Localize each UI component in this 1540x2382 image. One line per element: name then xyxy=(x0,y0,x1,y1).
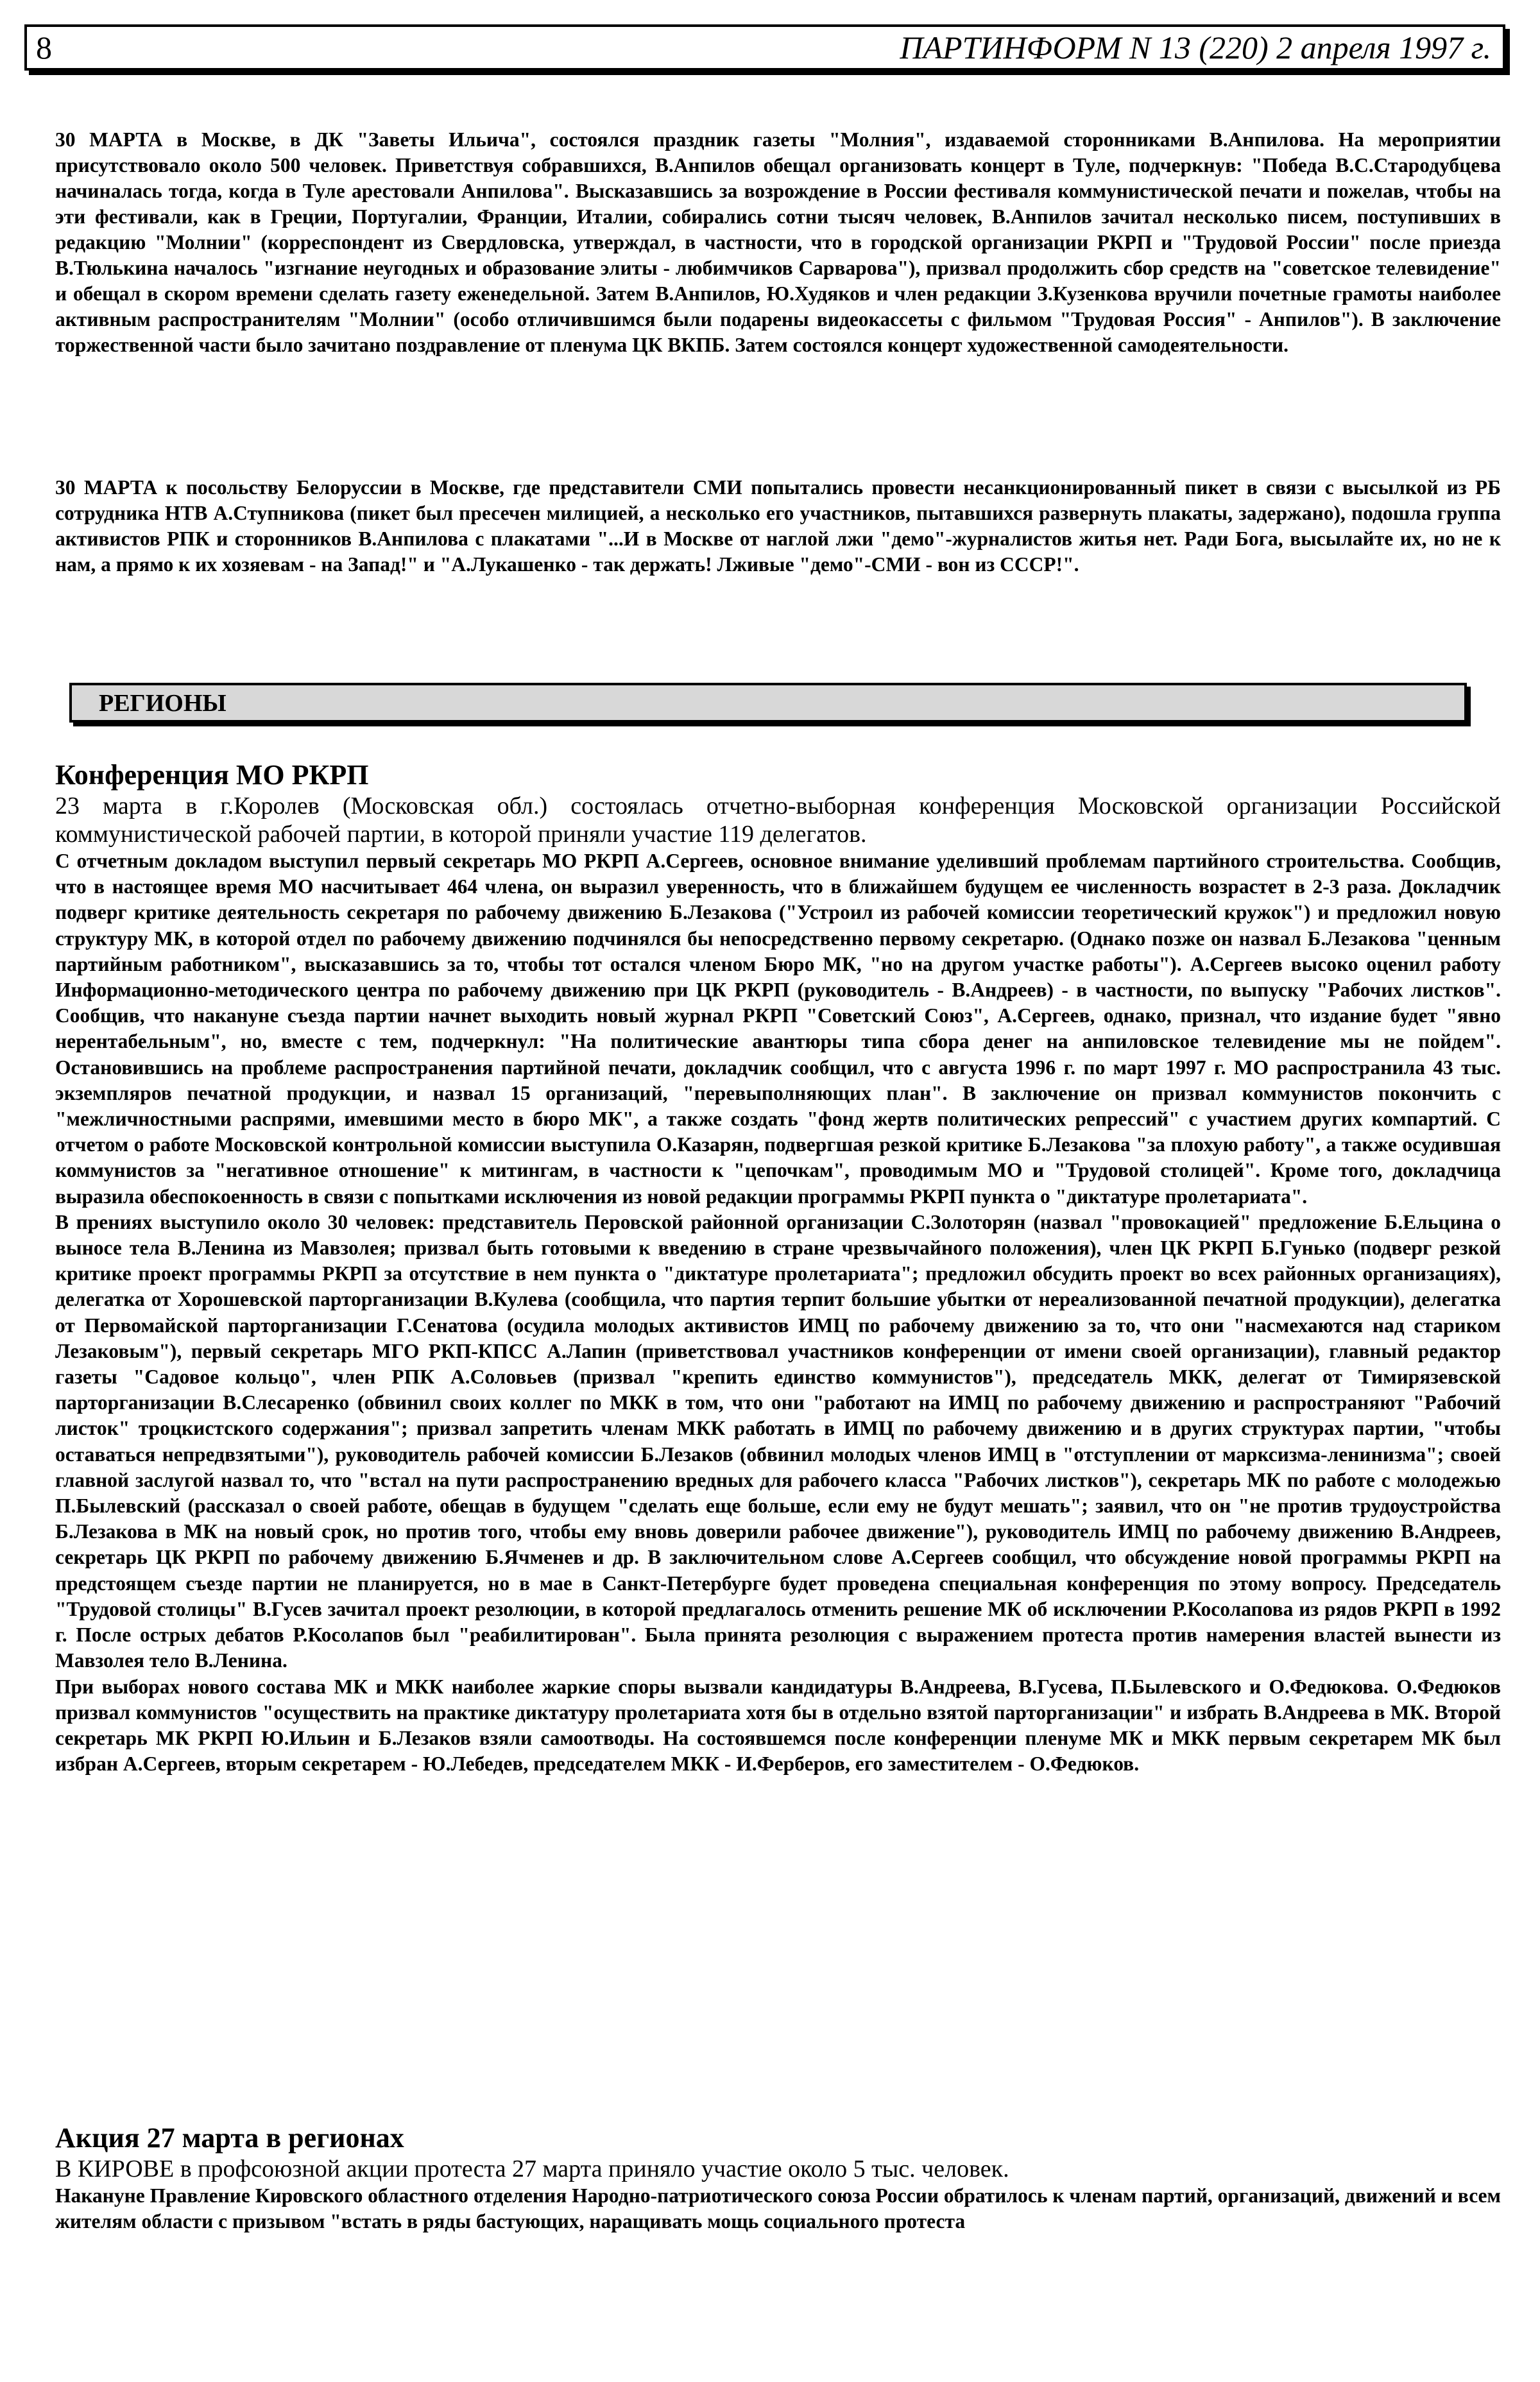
section-header xyxy=(69,683,1467,723)
issue-title: ПАРТИНФОРМ N 13 (220) 2 апреля 1997 г. xyxy=(900,30,1491,65)
article-lead: 23 марта в г.Королев (Московская обл.) состоялась отчетно-выборная конференция Московской организации Российской коммунистической рабочей партии, в которой приняли участие 119 делегатов. xyxy=(55,793,1501,848)
article-title: Конференция МО РКРП xyxy=(55,759,369,791)
news-paragraph: 30 МАРТА к посольству Белоруссии в Москве, где представители СМИ попытались провести несанкционированный пикет в связи с высылкой из РБ сотрудника НТВ А.Ступникова (пикет был пресечен милицией, а несколько его участников, пытавшихся развернуть плакаты, задержано), подошла группа активистов РПК и сторонников В.Анпилова с плакатами "...И в Москве от наглой лжи "демо"-журналистов житья нет. Ради Бога, высылайте их, но не к нам, а прямо к их хозяевам - на Запад!" и "А.Лукашенко - так держать! Лживые "демо"-СМИ - вон из СССР!". xyxy=(55,476,1501,576)
article-march-27-action xyxy=(55,2121,1501,2234)
article-lead: В КИРОВЕ в профсоюзной акции протеста 27 марта приняло участие около 5 тыс. человек. xyxy=(55,2155,1009,2182)
article-paragraph: При выборах нового состава МК и МКК наиболее жаркие споры вызвали кандидатуры В.Андреева, В.Гусева, П.Былевского и О.Федюкова. О.Федюков призвал коммунистов "осуществить на практике диктатуру пролетариата хотя бы в отдельно взятой парторганизации" и избрать В.Андреева в МК. Второй секретарь МК РКРП Ю.Ильин и Б.Лезаков взяли самоотводы. На состоявшемся после конференции пленуме МК и МКК первым секретарем МК был избран А.Сергеев, вторым секретарем - Ю.Лебедев, председателем МКК - И.Ферберов, его заместителем - О.Федюков. xyxy=(55,1675,1501,1776)
article-conference xyxy=(55,758,1501,1777)
page-header xyxy=(24,24,1505,71)
section-label: РЕГИОНЫ xyxy=(99,690,227,717)
article-paragraph: Накануне Правление Кировского областного отделения Народно-патриотического союза России обратилось к членам партий, организаций, движений и всем жителям области с призывом "встать в ряды бастующих, наращивать мощь социального протеста xyxy=(55,2184,1501,2233)
article-title: Акция 27 марта в регионах xyxy=(55,2122,404,2154)
news-item-molniya xyxy=(55,127,1501,358)
article-paragraph: С отчетным докладом выступил первый секретарь МО РКРП А.Сергеев, основное внимание уделивший проблемам партийного строительства. Сообщив, что в настоящее время МО насчитывает 464 члена, он выразил уверенность, что в ближайшем будущем ее численность возрастет в 2-3 раза. Докладчик подверг критике деятельность секретаря по рабочему движению Б.Лезакова ("Устроил из рабочей комиссии теоретический кружок") и предложил новую структуру МК, в которой отдел по рабочему движению подчинялся бы непосредственно первому секретарю. (Однако позже он назвал Б.Лезакова "ценным партийным работником", высказавшись за то, чтобы тот остался членом Бюро МК, "но на другом участке работы"). А.Сергеев высоко оценил работу Информационно-методического центра по рабочему движению при ЦК РКРП (руководитель - В.Андреев) - в частности, по выпуску "Рабочих листков". Сообщив, что накануне съезда партии начнет выходить новый журнал РКРП "Советский Союз", А.Сергеев, однако, признал, что издание будет "явно нерентабельным", но, вместе с тем, подчеркнул: "На политические авантюры типа сбора денег на анпиловское телевидение мы не пойдем". Остановившись на проблеме распространения партийной печати, докладчик сообщил, что с августа 1996 г. по март 1997 г. МО распространила 43 тыс. экземпляров печатной продукции, и назвал 15 организаций, "перевыполняющих план". В заключение он призвал коммунистов покончить с "межличностными распрями, имевшими место в бюро МК", а также создать "фонд жертв политических репрессий" с участием других компартий. С отчетом о работе Московской контрольной комиссии выступила О.Казарян, подвергшая резкой критике Б.Лезакова "за плохую работу", а также осудившая коммунистов за "негативное отношение" к митингам, в частности к "цепочкам", проводимым МО и "Трудовой столицей". Кроме того, докладчица выразила обеспокоенность в связи с попытками исключения из новой редакции программы РКРП пункта о "диктатуре пролетариата". xyxy=(55,850,1501,1208)
page-number: 8 xyxy=(36,30,52,65)
news-item-belarus-embassy xyxy=(55,475,1501,578)
news-paragraph: 30 МАРТА в Москве, в ДК "Заветы Ильича", состоялся праздник газеты "Молния", издаваемой сторонниками В.Анпилова. На мероприятии присутствовало около 500 человек. Приветствуя собравшихся, В.Анпилов обещал организовать концерт в Туле, подчеркнув: "Победа В.С.Стародубцева начиналась тогда, когда в Туле арестовали Анпилова". Высказавшись за возрождение в России фестиваля коммунистической печати и пожелав, чтобы на эти фестивали, как в Греции, Португалии, Франции, Италии, собирались сотни тысяч человек, В.Анпилов зачитал несколько писем, поступивших в редакцию "Молнии" (корреспондент из Свердловска, утверждал, в частности, что в городской организации РКРП и "Трудовой России" после приезда В.Тюлькина началось "изгнание неугодных и образование элиты - любимчиков Сарварова"), призвал продолжить сбор средств на "советское телевидение" и обещал в скором времени сделать газету еженедельной. Затем В.Анпилов, Ю.Худяков и член редакции З.Кузенкова вручили почетные грамоты наиболее активным распространителям "Молнии" (особо отличившимся были подарены видеокассеты с фильмом "Трудовая Россия" - Анпилов"). В заключение торжественной части было зачитано поздравление от пленума ЦК ВКПБ. Затем состоялся концерт художественной самодеятельности. xyxy=(55,128,1501,356)
article-paragraph: В прениях выступило около 30 человек: представитель Перовской районной организации С.Золоторян (назвал "провокацией" предложение Б.Ельцина о выносе тела В.Ленина из Мавзолея; призвал быть готовыми к введению в стране чрезвычайного положения), член ЦК РКРП Б.Гунько (подверг резкой критике проект программы РКРП за отсутствие в нем пункта о "диктатуре пролетариата"; предложил обсудить проект во всех районных организациях), делегатка от Хорошевской парторганизации В.Кулева (сообщила, что партия терпит большие убытки от нереализованной печатной продукции), делегатка от Первомайской парторганизации Г.Сенатова (осудила молодых активистов ИМЦ по рабочему движению за то, что они "насмехаются над стариком Лезаковым"), первый секретарь МГО РКП-КПСС А.Лапин (приветствовал участников конференции от имени своей организации), главный редактор газеты "Садовое кольцо", член РПК А.Соловьев (призвал "крепить единство коммунистов"), председатель МКК, делегат от Тимирязевской парторганизации В.Слесаренко (обвинил своих коллег по МКК в том, что они "работают на ИМЦ по рабочему движению и распространяют "Рабочий листок" троцкистского содержания"; призвал запретить членам МКК работать в ИМЦ по рабочему движению и в других структурах партии, "чтобы оставаться непредвзятыми"), руководитель рабочей комиссии Б.Лезаков (обвинил молодых членов ИМЦ в "отступлении от марксизма-ленинизма"; своей главной заслугой назвал то, что "встал на пути распространению вредных для рабочего класса "Рабочих листков"), секретарь МК по работе с молодежью П.Былевский (рассказал о своей работе, обещав в будущем "сделать еще больше, если ему не будут мешать"; заявил, что он "не против трудоустройства Б.Лезакова в МК на новый срок, но против того, чтобы ему вновь доверили рабочее движение"), руководитель ИМЦ по рабочему движению В.Андреев, секретарь ЦК РКРП по рабочему движению Б.Ячменев и др. В заключительном слове А.Сергеев сообщил, что обсуждение новой программы РКРП на предстоящем съезде партии не планируется, но в мае в Санкт-Петербурге будет проведена специальная конференция по этому вопросу. Председатель "Трудовой столицы" В.Гусев зачитал проект резолюции, в которой предлагалось отменить решение МК об исключении Р.Косолапова из рядов РКРП в 1992 г. После острых дебатов Р.Косолапов был "реабилитирован". Была принята резолюция с выражением протеста против намерения властей вынести из Мавзолея тело В.Ленина. xyxy=(55,1210,1501,1672)
